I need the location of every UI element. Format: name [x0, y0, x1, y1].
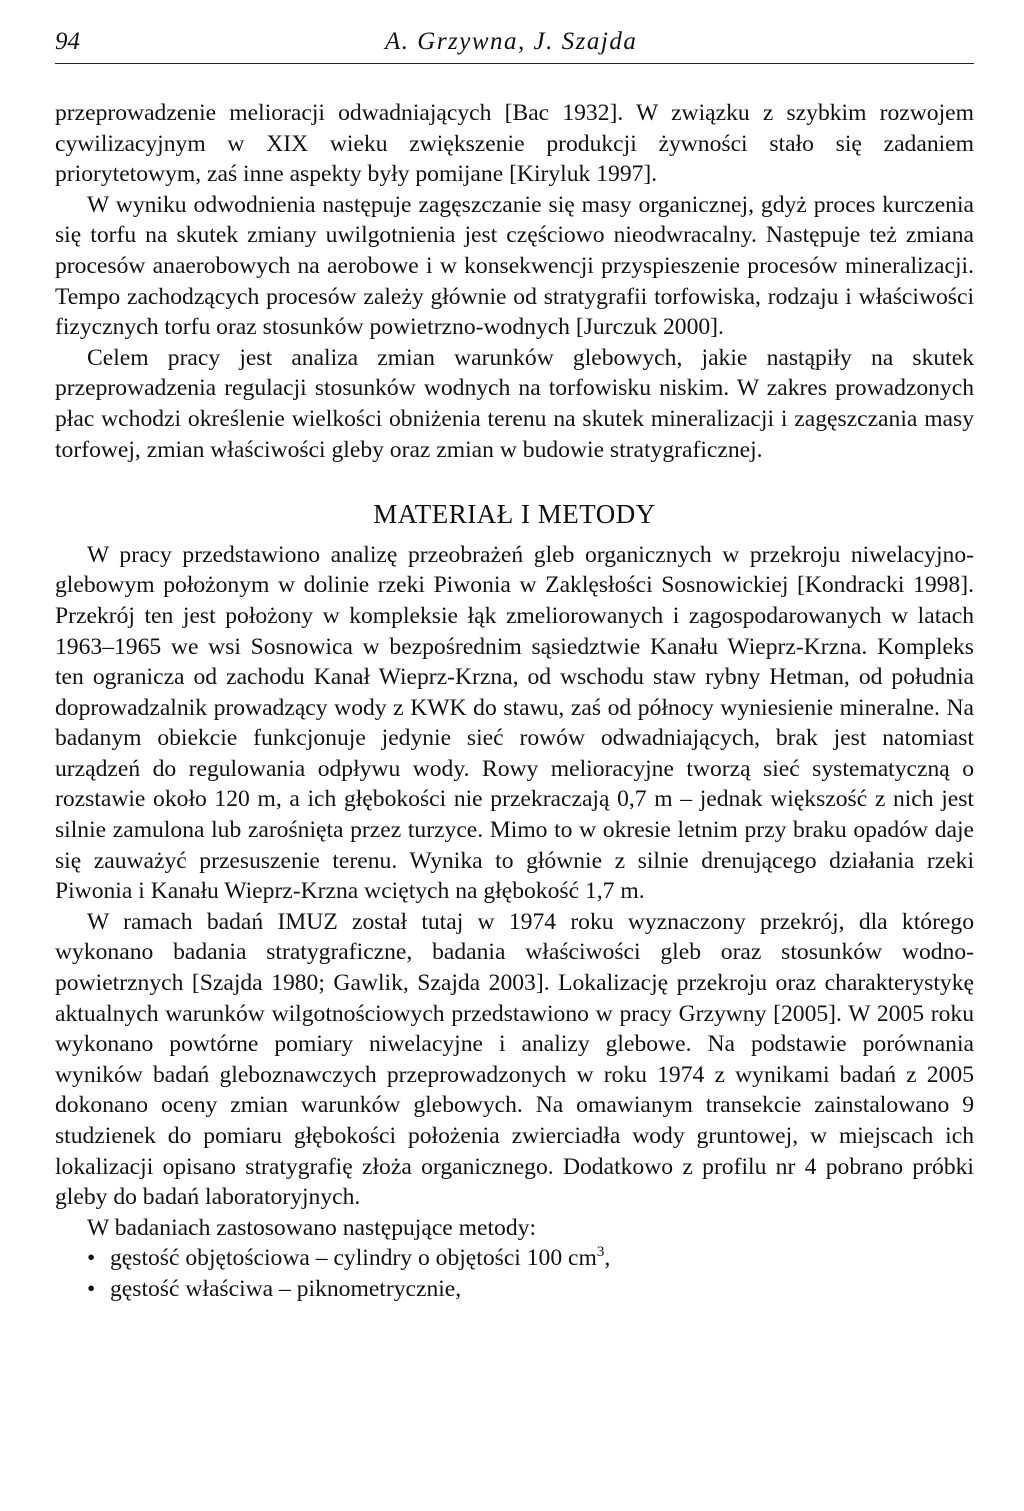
running-head-authors: A. Grzywna, J. Szajda [385, 28, 638, 55]
methods-list [55, 1243, 974, 1305]
body-text [55, 98, 974, 1305]
list-item [55, 1274, 974, 1305]
bullet-icon: • [87, 1276, 96, 1303]
list-item-text: gęstość właściwa – piknometrycznie, [110, 1276, 462, 1303]
paragraph: W ramach badań IMUZ został tutaj w 1974 roku wyznaczony przekrój, dla którego wykonano badania stratygraficzne, badania właściwości gleb oraz stosunków wodno-powietrznych [Szajda 1980; Gawlik, Szajda 2003]. Lokalizację przekroju oraz charakterystykę aktualnych warunków wilgotnościowych przedstawiono w pracy Grzywny [2005]. W 2005 roku wykonano powtórne pomiary niwelacyjne i analizy glebowe. Na podstawie porównania wyników badań gleboznawczych przeprowadzonych w roku 1974 z wynikami badań z 2005 dokonano oceny zmian warunków glebowych. Na omawianym transekcie zainstalowano 9 studzienek do pomiaru głębokości położenia zwierciadła wody gruntowej, w miejscach ich lokalizacji opisano stratygrafię złoża organicznego. Dodatkowo z profilu nr 4 pobrano próbki gleby do badań laboratoryjnych. [55, 908, 974, 1211]
running-head [55, 28, 974, 64]
section-heading: MATERIAŁ I METODY [373, 499, 656, 530]
list-item-tail: , [604, 1245, 611, 1272]
bullet-icon: • [87, 1245, 96, 1272]
page-number: 94 [55, 28, 80, 55]
list-item [55, 1243, 974, 1274]
paragraph: W wyniku odwodnienia następuje zagęszczanie się masy organicznej, gdyż proces kurczenia się torfu na skutek zmiany uwilgotnienia jest częściowo nieodwracalny. Następuje też zmiana procesów anaerobowych na aerobowe i w konsekwencji przyspieszenie procesów mineralizacji. Tempo zachodzących procesów zależy głównie od stratygrafii torfowiska, rodzaju i właściwości fizycznych torfu oraz stosunków powietrzno-wodnych [Jurczuk 2000]. [55, 191, 974, 341]
paragraph: W badaniach zastosowano następujące metody: [87, 1214, 536, 1241]
list-item-text: gęstość objętościowa – cylindry o objętości 100 cm [110, 1245, 597, 1272]
paragraph: Celem pracy jest analiza zmian warunków glebowych, jakie nastąpiły na skutek przeprowadzenia regulacji stosunków wodnych na torfowisku niskim. W zakres prowadzonych płac wchodzi określenie wielkości obniżenia terenu na skutek mineralizacji i zagęszczania masy torfowej, zmian właściwości gleby oraz zmian w budowie stratygraficznej. [55, 344, 974, 463]
paragraph: W pracy przedstawiono analizę przeobrażeń gleb organicznych w przekroju niwelacyjno-glebowym położonym w dolinie rzeki Piwonia w Zaklęsłości Sosnowickiej [Kondracki 1998]. Przekrój ten jest położony w kompleksie łąk zmeliorowanych i zagospodarowanych w latach 1963–1965 we wsi Sosnowica w bezpośrednim sąsiedztwie Kanału Wieprz-Krzna. Kompleks ten ogranicza od zachodu Kanał Wieprz-Krzna, od wschodu staw rybny Hetman, od południa doprowadzalnik prowadzący wody z KWK do stawu, zaś od północy wyniesienie mineralne. Na badanym obiekcie funkcjonuje jedynie sieć rowów odwadniających, brak jest natomiast urządzeń do regulowania odpływu wody. Rowy melioracyjne tworzą sieć systematyczną o rozstawie około 120 m, a ich głębokości nie przekraczają 0,7 m – jednak większość z nich jest silnie zamulona lub zarośnięta przez turzyce. Mimo to w okresie letnim przy braku opadów daje się zauważyć przesuszenie terenu. Wynika to głównie z silnie drenującego działania rzeki Piwonia i Kanału Wieprz-Krzna wciętych na głębokość 1,7 m. [55, 541, 974, 905]
superscript: 3 [596, 1244, 605, 1261]
paragraph: przeprowadzenie melioracji odwadniających [Bac 1932]. W związku z szybkim rozwojem cywilizacyjnym w XIX wieku zwiększenie produkcji żywności stało się zadaniem priorytetowym, zaś inne aspekty były pomijane [Kiryluk 1997]. [55, 100, 974, 188]
